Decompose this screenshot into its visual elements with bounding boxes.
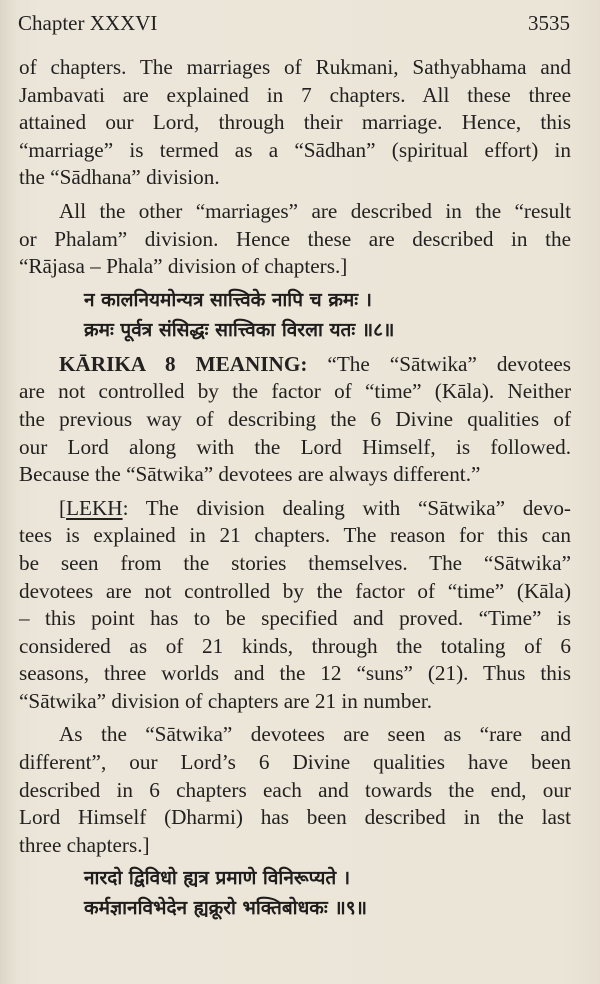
chapter-title: Chapter XXXVI <box>18 11 158 35</box>
text-line: devotees are not controlled by the factor of “time” (Kāla) <box>19 578 571 603</box>
text-line: of chapters. The marriages of Rukmani, Sathyabhama and <box>19 55 571 79</box>
text-line: – this point has to be specified and proved. “Time” is <box>19 606 571 631</box>
text-line: attained our Lord, through their marriage. Hence, this <box>19 110 571 135</box>
running-head <box>18 2 570 36</box>
text-line: considered as of 21 kinds, through the totaling of 6 <box>19 633 571 658</box>
sanskrit-verse-8 <box>19 285 571 345</box>
paragraph-satwika-rare <box>19 721 571 859</box>
text-line <box>19 351 571 379</box>
text-line: All the other “marriages” are described in the “result <box>59 198 571 223</box>
text-line: or Phalam” division. Hence these are described in the <box>19 226 571 251</box>
paragraph-other-marriages <box>19 198 571 281</box>
lekh-commentary <box>19 495 571 716</box>
karika-8-meaning <box>19 351 571 489</box>
text-line: As the “Sātwika” devotees are seen as “rare and <box>59 722 571 747</box>
verse-line: क्रमः पूर्वत्र संसिद्धः सात्त्विका विरला यतः ॥८॥ <box>84 318 395 341</box>
verse-line: नारदो द्विविधो ह्यत्र प्रमाणे विनिरूप्यते । <box>84 867 351 890</box>
text-line: be seen from the stories themselves. The “Sātwika” <box>19 550 571 575</box>
colon: : <box>122 495 129 520</box>
sanskrit-verse-9 <box>19 863 571 923</box>
text-line: described in 6 chapters each and towards the end, our <box>19 777 571 802</box>
open-bracket: [ <box>59 495 67 520</box>
page-number: 3535 <box>528 11 570 35</box>
text-line: the previous way of describing the 6 Divine qualities of <box>19 406 571 431</box>
page-body <box>19 54 571 929</box>
verse-line: न कालनियमोन्यत्र सात्त्विके नापि च क्रमः । <box>84 288 372 311</box>
text-line: the “Sādhana” division. <box>19 165 220 190</box>
text-line: “Sātwika” division of chapters are 21 in number. <box>19 688 433 713</box>
text-line: Jambavati are explained in 7 chapters. All these three <box>19 82 571 107</box>
text-line <box>19 495 571 523</box>
text-line: tees is explained in 21 chapters. The reason for this can <box>19 523 571 548</box>
lekh-label: LEKH <box>66 495 123 520</box>
text-line: different”, our Lord’s 6 Divine qualities have been <box>19 750 571 775</box>
text-line: are not controlled by the factor of “time” (Kāla). Neither <box>19 379 571 404</box>
text-line: our Lord along with the Lord Himself, is followed. <box>19 434 571 459</box>
karika-text: “The “Sātwika” devotees <box>327 351 571 376</box>
lekh-text: The division dealing with “Sātwika” devo- <box>128 495 571 520</box>
text-line: three chapters.] <box>19 832 150 857</box>
text-line: Lord Himself (Dharmi) has been described in the last <box>19 805 571 830</box>
karika-heading: KĀRIKA 8 MEANING: <box>59 351 308 376</box>
verse-line: कर्मज्ञानविभेदेन ह्यक्रूरो भक्तिबोधकः ॥९॥ <box>84 897 367 920</box>
text-line: seasons, three worlds and the 12 “suns” (21). Thus this <box>19 661 571 686</box>
text-line: “marriage” is termed as a “Sādhan” (spiritual effort) in <box>19 137 571 162</box>
text-line: Because the “Sātwika” devotees are always different.” <box>19 462 481 487</box>
text-line: “Rājasa – Phala” division of chapters.] <box>19 254 348 279</box>
paragraph-marriages-continued <box>19 54 571 192</box>
